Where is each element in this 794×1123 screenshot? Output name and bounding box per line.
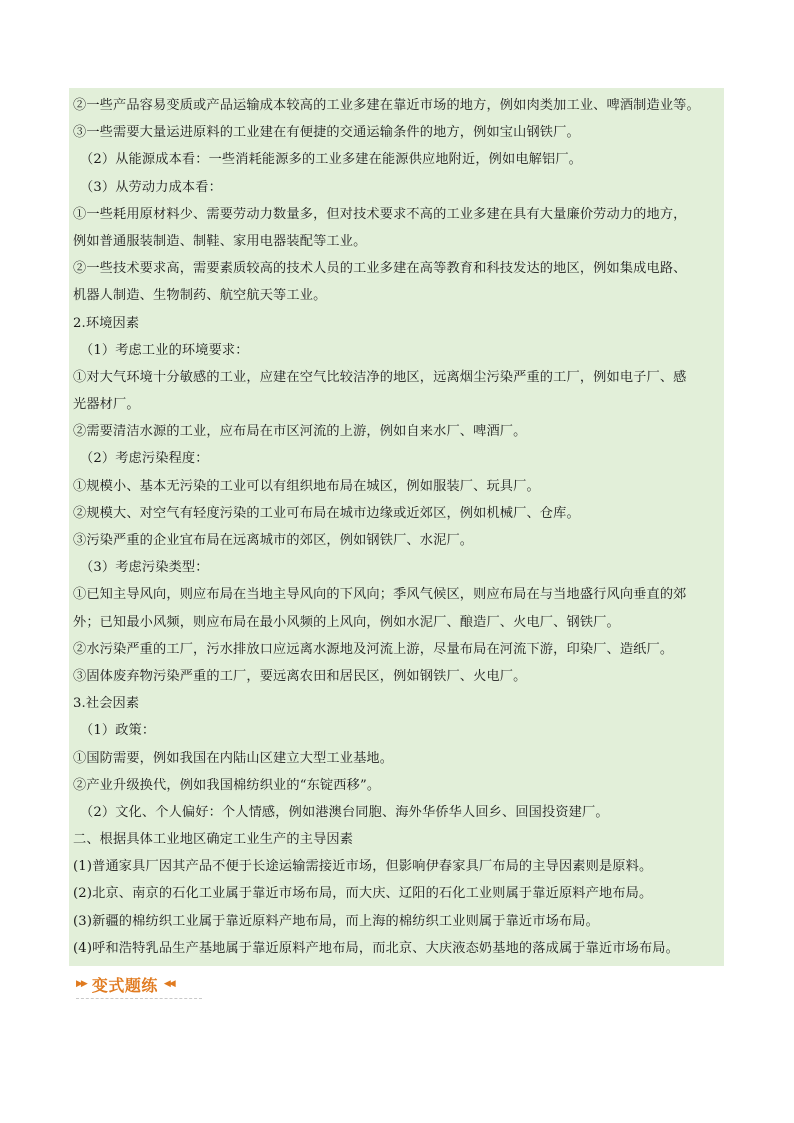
heading-dashed-underline (76, 998, 202, 999)
section-title: 变式题练 (91, 975, 158, 995)
text-line: ③一些需要大量运进原料的工业建在有便捷的交通运输条件的地方，例如宝山钢铁厂。 (73, 125, 580, 141)
text-line: (3)新疆的棉纺织工业属于靠近原料产地布局，而上海的棉纺织工业则属于靠近市场布局。 (73, 913, 599, 929)
text-line: ②一些产品容易变质或产品运输成本较高的工业多建在靠近市场的地方，例如肉类加工业、啤酒制造业等。 (73, 98, 700, 113)
text-line: (4)呼和浩特乳品生产基地属于靠近原料产地布局，而北京、大庆液态奶基地的落成属于靠近市场布局。 (73, 940, 679, 956)
text-line: （1）考虑工业的环境要求： (80, 342, 249, 358)
text-line: ①已知主导风向，则应布局在当地主导风向的下风向；季风气候区，则应布局在与当地盛行风向垂直的郊 (73, 587, 687, 603)
text-line: ①规模小、基本无污染的工业可以有组织地布局在城区，例如服装厂、玩具厂。 (73, 478, 540, 494)
text-lines-container (73, 92, 725, 962)
text-line: 例如普通服装制造、制鞋、家用电器装配等工业。 (73, 233, 367, 249)
text-line: ②规模大、对空气有轻度污染的工业可布局在城市边缘或近郊区，例如机械厂、仓库。 (73, 505, 580, 521)
text-line: 2.环境因素 (73, 315, 140, 331)
text-line: ③固体废弃物污染严重的工厂，要远离农田和居民区，例如钢铁厂、火电厂。 (73, 668, 527, 684)
text-line: ①国防需要，例如我国在内陆山区建立大型工业基地。 (73, 750, 394, 766)
section-heading (76, 970, 174, 998)
text-line: （2）考虑污染程度： (80, 451, 209, 467)
text-line: 3.社会因素 (73, 696, 140, 712)
text-line: (1)普通家具厂因其产品不便于长途运输需接近市场，但影响伊春家具厂布局的主导因素则是原料。 (73, 859, 653, 875)
text-line: （3）考虑污染类型： (80, 560, 209, 576)
text-line: （2）文化、个人偏好：个人情感，例如港澳台同胞、海外华侨华人回乡、回国投资建厂。 (80, 804, 609, 820)
text-line: 二、根据具体工业地区确定工业生产的主导因素 (73, 832, 354, 848)
text-line: (2)北京、南京的石化工业属于靠近市场布局，而大庆、辽阳的石化工业则属于靠近原料产地布局。 (73, 886, 653, 902)
double-arrow-left-icon: ◀◀ (163, 979, 174, 989)
text-line: ②产业升级换代，例如我国棉纺织业的“东锭西移”。 (73, 777, 381, 793)
text-line: ②需要清洁水源的工业，应布局在市区河流的上游，例如自来水厂、啤酒厂。 (73, 424, 527, 440)
double-arrow-right-icon: ▶▶ (76, 979, 86, 989)
text-line: 机器人制造、生物制药、航空航天等工业。 (73, 288, 327, 304)
text-line: 光器材厂。 (73, 397, 140, 413)
text-line: ②水污染严重的工厂，污水排放口应远离水源地及河流上游，尽量布局在河流下游，印染厂、造纸厂。 (73, 641, 674, 657)
text-line: 外；已知最小风频，则应布局在最小风频的上风向，例如水泥厂、酿造厂、火电厂、钢铁厂。 (73, 614, 620, 630)
text-line: ②一些技术要求高，需要素质较高的技术人员的工业多建在高等教育和科技发达的地区，例如集成电路、 (73, 261, 687, 277)
text-line: （3）从劳动力成本看： (80, 179, 222, 195)
text-line: ①对大气环境十分敏感的工业，应建在空气比较洁净的地区，远离烟尘污染严重的工厂，例如电子厂、感 (73, 369, 687, 385)
text-line: （2）从能源成本看：一些消耗能源多的工业多建在能源供应地附近，例如电解铝厂。 (80, 152, 583, 168)
text-line: ①一些耗用原材料少、需要劳动力数量多，但对技术要求不高的工业多建在具有大量廉价劳动力的地方， (73, 206, 687, 222)
text-line: ③污染严重的企业宜布局在远离城市的郊区，例如钢铁厂、水泥厂。 (73, 533, 474, 548)
text-line: （1）政策： (80, 723, 156, 739)
